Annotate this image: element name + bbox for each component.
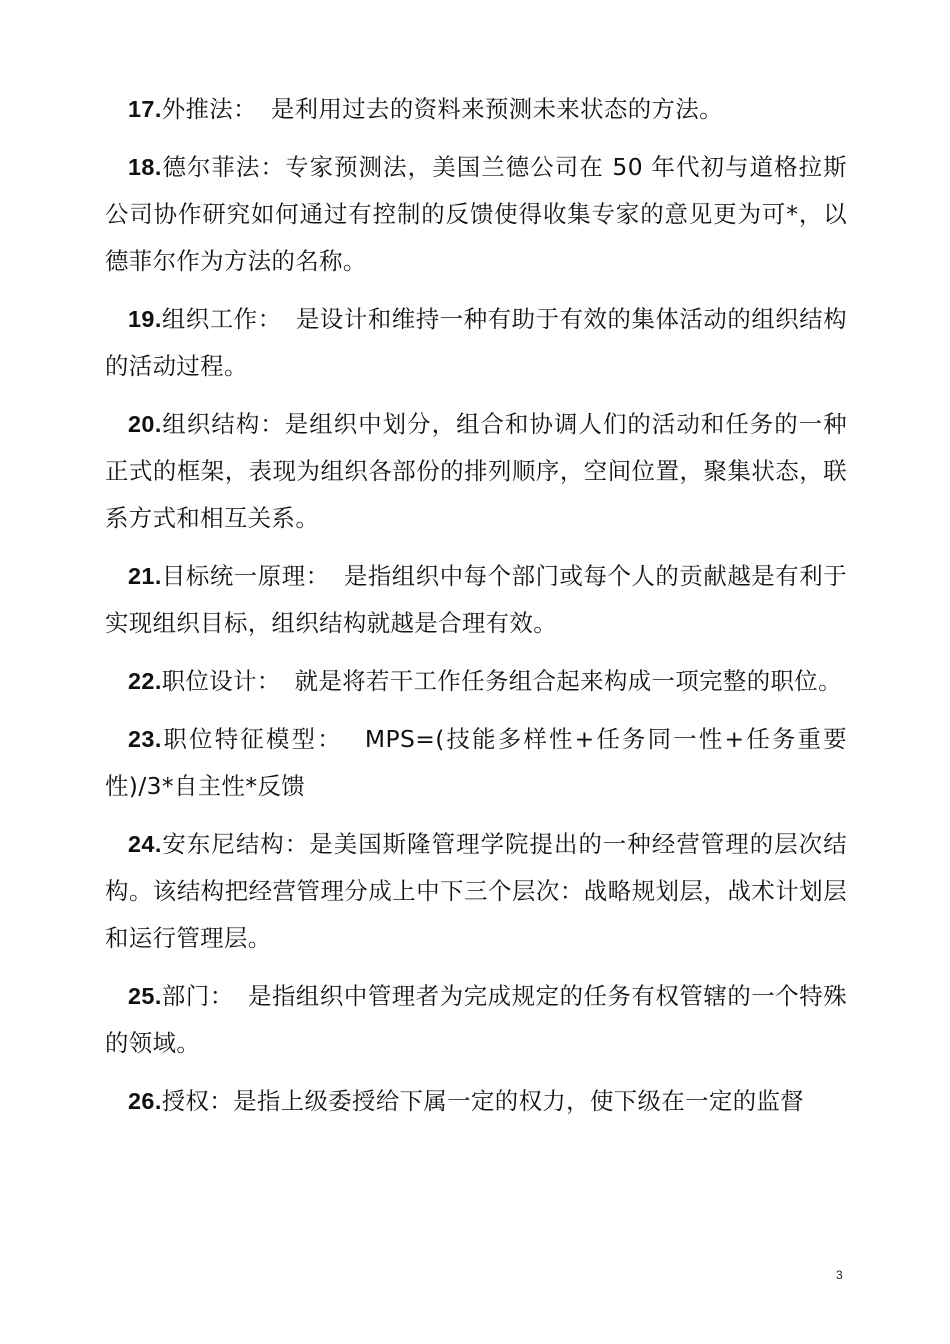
- entry-body: 是组织中划分，组合和协调人们的活动和任务的一种正式的框架，表现为组织各部份的排列顺序，空间位置，聚集状态，联系方式和相互关系。: [105, 410, 848, 532]
- definition-21: [105, 553, 847, 647]
- entry-term: 安东尼结构：: [161, 830, 310, 858]
- definition-23: [105, 716, 847, 810]
- definition-20: [105, 401, 847, 542]
- entry-body: 是利用过去的资料来预测未来状态的方法。: [270, 95, 723, 123]
- entry-term: 授权：: [161, 1087, 234, 1115]
- entry-number: 20.: [128, 411, 162, 437]
- entry-body: 是指组织中每个部门或每个人的贡献越是有利于实现组织目标，组织结构就越是合理有效。: [105, 562, 847, 637]
- entry-body: MPS=(技能多样性+任务同一性+任务重要性)/3*自主性*反馈: [105, 725, 847, 800]
- definition-22: [105, 658, 847, 705]
- entry-body: 专家预测法，美国兰德公司在 50 年代初与道格拉斯公司协作研究如何通过有控制的反馈使得收集专家的意见更为可*，以德菲尔作为方法的名称。: [105, 153, 847, 275]
- entry-number: 24.: [128, 831, 162, 857]
- entry-term: 部门：: [161, 982, 234, 1010]
- entry-term: 外推法：: [161, 95, 257, 123]
- entry-term: 组织结构：: [161, 410, 285, 438]
- entry-number: 26.: [128, 1088, 162, 1114]
- entry-number: 17.: [128, 96, 162, 122]
- entry-body: 就是将若干工作任务组合起来构成一项完整的职位。: [294, 667, 842, 695]
- entry-number: 21.: [128, 563, 162, 589]
- definition-26: [105, 1078, 847, 1125]
- entry-body: 是指组织中管理者为完成规定的任务有权管辖的一个特殊的领域。: [105, 982, 848, 1057]
- entry-term: 职位特征模型：: [161, 725, 343, 753]
- definition-25: [105, 973, 847, 1067]
- entry-number: 23.: [128, 726, 162, 752]
- entry-term: 德尔菲法：: [161, 153, 286, 181]
- entry-body: 是美国斯隆管理学院提出的一种经营管理的层次结构。该结构把经营管理分成上中下三个层次：战略规划层，战术计划层和运行管理层。: [105, 830, 847, 952]
- entry-number: 18.: [128, 154, 162, 180]
- definition-18: [105, 144, 847, 285]
- entry-term: 职位设计：: [161, 667, 281, 695]
- entry-number: 25.: [128, 983, 162, 1009]
- page-number: 3: [836, 1268, 843, 1282]
- entry-body: 是设计和维持一种有助于有效的集体活动的组织结构的活动过程。: [105, 305, 848, 380]
- entry-term: 组织工作：: [161, 305, 282, 333]
- entry-number: 22.: [128, 668, 162, 694]
- definition-24: [105, 821, 847, 962]
- definition-list: [105, 86, 847, 1136]
- entry-number: 19.: [128, 306, 162, 332]
- entry-term: 目标统一原理：: [161, 562, 330, 590]
- entry-body: 是指上级委授给下属一定的权力，使下级在一定的监督: [233, 1087, 805, 1115]
- definition-19: [105, 296, 847, 390]
- definition-17: [105, 86, 847, 133]
